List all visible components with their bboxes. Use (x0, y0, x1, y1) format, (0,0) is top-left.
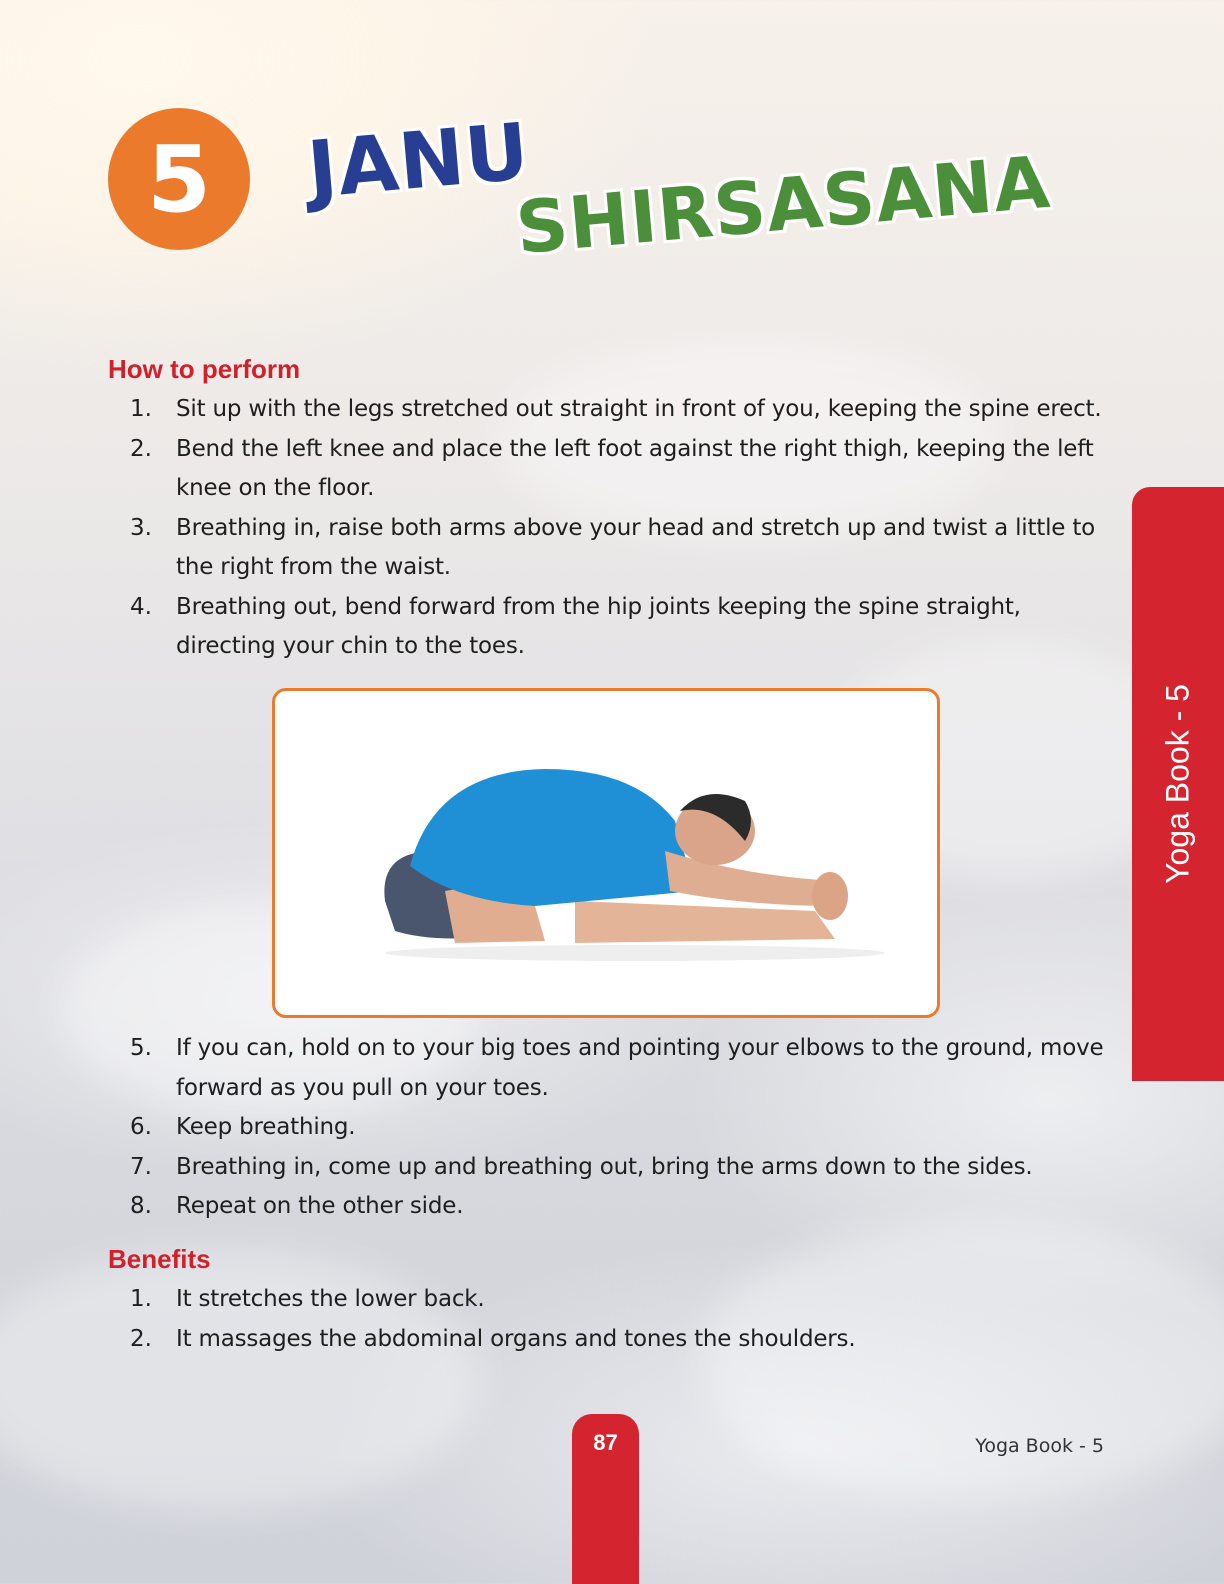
step-number: 4. (130, 593, 152, 620)
pose-number: 5 (146, 125, 211, 233)
pose-illustration-frame (272, 688, 940, 1018)
list-item (130, 390, 1105, 430)
benefits-list (130, 1280, 1105, 1359)
how-to-steps-list-continued (130, 1029, 1105, 1227)
pose-title-line1: JANU (304, 106, 534, 216)
list-item (130, 1280, 1105, 1320)
list-item (130, 509, 1105, 588)
step-number: 7. (130, 1153, 152, 1180)
step-text: Breathing in, raise both arms above your head and stretch up and twist a little to the right from the waist. (176, 514, 1096, 580)
list-item (130, 1029, 1105, 1108)
step-text: Keep breathing. (176, 1114, 356, 1140)
step-number: 8. (130, 1193, 152, 1219)
step-number: 1. (130, 396, 152, 422)
benefit-text: It massages the abdominal organs and tones the shoulders. (176, 1325, 856, 1352)
step-text: If you can, hold on to your big toes and pointing your elbows to the ground, move forward as you pull on your toes. (176, 1035, 1104, 1101)
page-number-tab (572, 1414, 639, 1584)
step-text: Breathing in, come up and breathing out, bring the arms down to the sides. (176, 1153, 1033, 1180)
benefit-number: 2. (130, 1325, 152, 1352)
step-number: 5. (130, 1035, 152, 1061)
pose-number-badge (108, 108, 250, 250)
footer-book-label: Yoga Book - 5 (975, 1435, 1104, 1457)
page-number: 87 (593, 1430, 618, 1455)
how-to-heading: How to perform (108, 354, 301, 384)
benefit-text: It stretches the lower back. (176, 1286, 485, 1312)
step-text: Breathing out, bend forward from the hip joints keeping the spine straight, directing your chin to the toes. (176, 593, 1021, 659)
step-number: 2. (130, 435, 152, 462)
benefits-heading: Benefits (108, 1244, 211, 1274)
background-cloud (700, 1220, 1224, 1500)
list-item (130, 1148, 1105, 1188)
side-tab-label: Yoga Book - 5 (1159, 684, 1196, 884)
list-item (130, 1320, 1105, 1360)
step-text: Bend the left knee and place the left foot against the right thigh, keeping the left knee on the floor. (176, 435, 1094, 501)
list-item (130, 1108, 1105, 1148)
step-number: 6. (130, 1114, 152, 1140)
list-item (130, 588, 1105, 667)
benefit-number: 1. (130, 1286, 152, 1312)
list-item (130, 1187, 1105, 1227)
how-to-steps-list (130, 390, 1105, 667)
pose-illustration (275, 691, 937, 1015)
step-text: Repeat on the other side. (176, 1193, 464, 1219)
pose-title-line2: SHIRSASANA (512, 139, 1054, 270)
list-item (130, 430, 1105, 509)
side-chapter-tab (1132, 487, 1224, 1081)
step-number: 3. (130, 514, 152, 541)
step-text: Sit up with the legs stretched out straight in front of you, keeping the spine erect. (176, 396, 1102, 422)
